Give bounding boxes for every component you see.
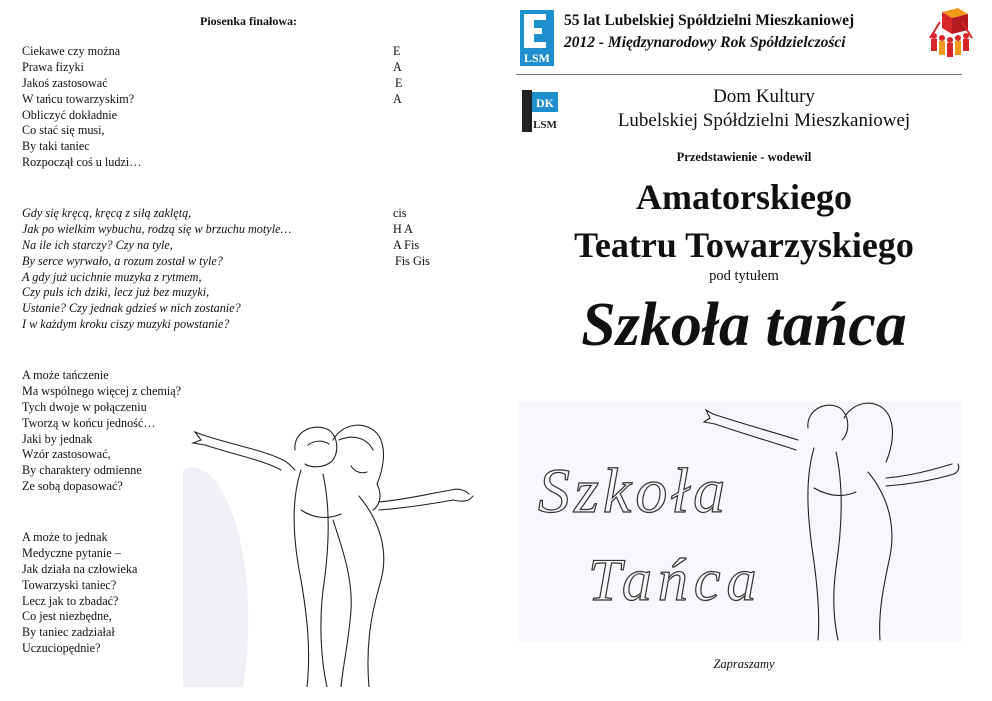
lyric-line: W tańcu towarzyskim? (22, 91, 135, 106)
chord: Fis Gis (395, 253, 430, 268)
stanza-4 (22, 530, 137, 657)
lyric-line: By taniec zadziałał (22, 625, 115, 640)
culture-house-title: Dom Kultury (713, 86, 815, 107)
header-divider (516, 74, 962, 75)
culture-house-subtitle: Lubelskiej Spółdzielni Mieszkaniowej (617, 110, 911, 131)
cover-drawing (518, 392, 962, 642)
chord: cis (393, 206, 407, 220)
stanza-2 (22, 206, 291, 333)
lyric-line: A może tańczenie (22, 368, 109, 382)
dk-logo-text: DK (536, 96, 554, 110)
lyric-line: Ciekawe czy można (22, 44, 121, 58)
header-year-text: 2012 - Międzynarodowy Rok Spółdzielczości (564, 34, 846, 51)
lsm-logo (520, 10, 554, 66)
lyric-line: Tworzą w końcu jedność… (22, 415, 156, 430)
lyric-line: Ustanie? Czy jednak gdzieś w nich zostanie? (22, 301, 241, 316)
anniversary-header (520, 8, 970, 72)
cooperative-year-icon (928, 8, 974, 62)
lyric-line: Co jest niezbędne, (22, 609, 112, 624)
lsm-logo-text: LSM (523, 51, 551, 65)
dk-logo-subtext: LSM (533, 119, 557, 131)
lyric-line: A może to jednak (22, 530, 108, 544)
lyric-line: Obliczyć dokładnie (22, 107, 118, 122)
theater-title-line2: Teatru Towarzyskiego (574, 225, 914, 265)
lyric-line: Na ile ich starczy? Czy na tyle, (22, 237, 173, 252)
lyric-line: By taki taniec (22, 139, 90, 154)
chord: A (393, 91, 402, 106)
lyric-line: Jak działa na człowieka (22, 561, 138, 576)
lyric-line: Jaki by jednak (22, 431, 93, 446)
chord: E (395, 75, 403, 90)
dancing-couple-drawing (183, 410, 476, 687)
chords-1 (393, 44, 402, 108)
show-title: Szkoła tańca (581, 291, 907, 359)
lyric-line: Uczuciopędnie? (22, 641, 101, 656)
lyric-line: Co stać się musi, (22, 123, 105, 138)
theater-title-line1: Amatorskiego (636, 177, 852, 217)
lyric-line: Tych dwoje w połączeniu (22, 399, 147, 414)
lyric-line: Medyczne pytanie – (22, 545, 121, 560)
chord: A (393, 59, 402, 74)
header-anniversary-text: 55 lat Lubelskiej Spółdzielni Mieszkaniowej (564, 12, 855, 29)
lyric-line: Prawa fizyki (22, 59, 84, 74)
lyric-line: A gdy już ucichnie muzyka z rytmem, (22, 269, 202, 284)
lyric-line: Czy puls ich dziki, lecz już bez muzyki, (22, 285, 210, 300)
invitation-text: Zapraszamy (713, 657, 775, 671)
titled-label: pod tytułem (709, 268, 779, 284)
lyric-line: Towarzyski taniec? (22, 577, 117, 592)
drawing-lettering-top: Szkoła (538, 455, 730, 526)
right-page (496, 0, 992, 701)
lyric-line: Jakoś zastosować (22, 75, 108, 90)
lyric-line: Jak po wielkim wybuchu, rodzą się w brzuchu motyle… (22, 221, 292, 236)
lyric-line: By charaktery odmienne (22, 463, 142, 478)
lyric-line: Ma wspólnego więcej z chemią? (22, 383, 182, 398)
stanza-1 (22, 44, 141, 171)
chord: H A (393, 221, 413, 236)
stanza-3 (22, 368, 181, 495)
lyric-line: By serce wyrwało, a rozum został w tyle? (22, 253, 223, 268)
lyric-line: Lecz jak to zbadać? (22, 593, 119, 608)
lyric-line: Rozpoczął coś u ludzi… (22, 155, 142, 170)
chords-2 (393, 206, 430, 270)
lyric-line: Ze sobą dopasować? (22, 479, 123, 494)
song-title: Piosenka finałowa: (200, 14, 298, 28)
chord: E (393, 44, 401, 58)
lyric-line: Wzór zastosować, (22, 447, 111, 462)
presentation-label: Przedstawienie - wodewil (676, 150, 812, 164)
lyric-line: Gdy się kręcą, kręcą z siłą zaklętą, (22, 206, 192, 220)
chord: A Fis (393, 237, 420, 252)
lyric-line: I w każdym kroku ciszy muzyki powstanie? (22, 317, 230, 332)
drawing-lettering-bottom: Tańca (588, 547, 763, 613)
